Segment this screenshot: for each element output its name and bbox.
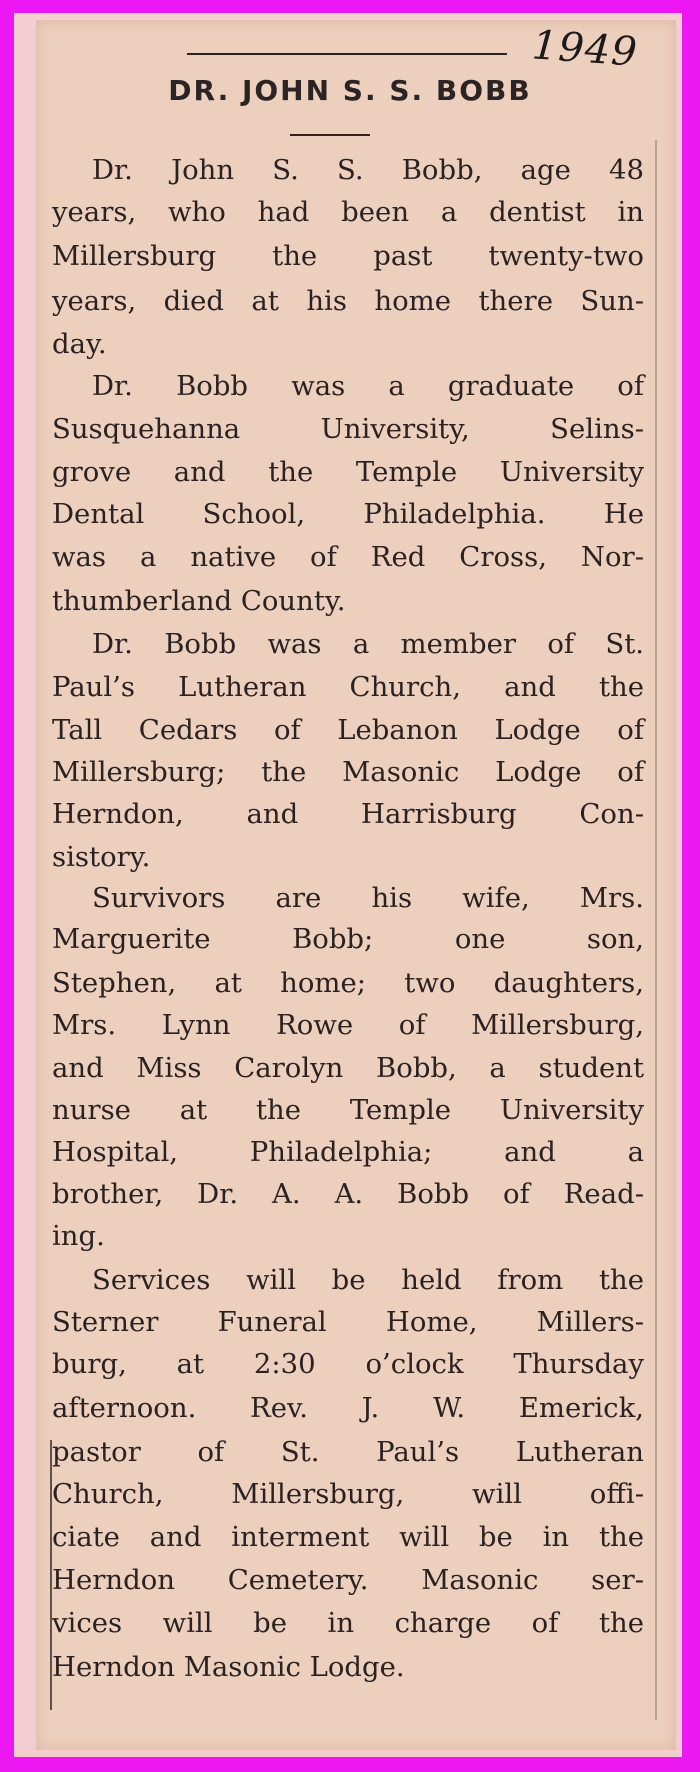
article-line: Dr. Bobb was a graduate of	[92, 370, 644, 402]
article-line: Herndon Masonic Lodge.	[52, 1651, 405, 1683]
article-line: afternoon. Rev. J. W. Emerick,	[52, 1392, 644, 1424]
article-line: grove and the Temple University	[52, 456, 644, 488]
article-line: and Miss Carolyn Bobb, a student	[52, 1052, 644, 1084]
article-line: nurse at the Temple University	[52, 1094, 644, 1126]
article-line: Stephen, at home; two daughters,	[52, 967, 644, 999]
article-line: vices will be in charge of the	[52, 1607, 644, 1639]
article-line: Herndon, and Harrisburg Con-	[52, 798, 644, 830]
article-line: Paul’s Lutheran Church, and the	[52, 671, 644, 703]
clipping-right-edge	[655, 140, 657, 1720]
article-line: ciate and interment will be in the	[52, 1521, 644, 1553]
handwritten-year: 1949	[530, 22, 640, 76]
article-line: years, died at his home there Sun-	[52, 285, 644, 317]
article-line: Services will be held from the	[92, 1264, 644, 1296]
article-line: Dr. Bobb was a member of St.	[92, 628, 644, 660]
article-line: Tall Cedars of Lebanon Lodge of	[52, 714, 644, 746]
article-line: Susquehanna University, Selins-	[52, 413, 644, 445]
article-line: Sterner Funeral Home, Millers-	[52, 1306, 644, 1338]
article-line: Church, Millersburg, will offi-	[52, 1478, 644, 1510]
article-line: Herndon Cemetery. Masonic ser-	[52, 1564, 644, 1596]
article-line: burg, at 2:30 o’clock Thursday	[52, 1348, 644, 1380]
article-line: Millersburg; the Masonic Lodge of	[52, 756, 644, 788]
article-line: ing.	[52, 1220, 105, 1252]
article-line: day.	[52, 328, 107, 360]
headline: DR. JOHN S. S. BOBB	[168, 74, 532, 107]
article-line: was a native of Red Cross, Nor-	[52, 541, 644, 573]
article-line: thumberland County.	[52, 585, 346, 617]
article-line: Dr. John S. S. Bobb, age 48	[92, 154, 644, 186]
article-line: sistory.	[52, 841, 151, 873]
article-line: Millersburg the past twenty-two	[52, 240, 644, 272]
top-rule	[187, 53, 507, 55]
article-line: brother, Dr. A. A. Bobb of Read-	[52, 1178, 644, 1210]
headline-rule	[290, 134, 370, 136]
article-line: Survivors are his wife, Mrs.	[92, 882, 644, 914]
article-line: pastor of St. Paul’s Lutheran	[52, 1436, 644, 1468]
article-line: Dental School, Philadelphia. He	[52, 498, 644, 530]
article-line: Hospital, Philadelphia; and a	[52, 1136, 644, 1168]
article-line: Mrs. Lynn Rowe of Millersburg,	[52, 1009, 644, 1041]
article-line: years, who had been a dentist in	[52, 196, 644, 228]
article-line: Marguerite Bobb; one son,	[52, 923, 644, 955]
